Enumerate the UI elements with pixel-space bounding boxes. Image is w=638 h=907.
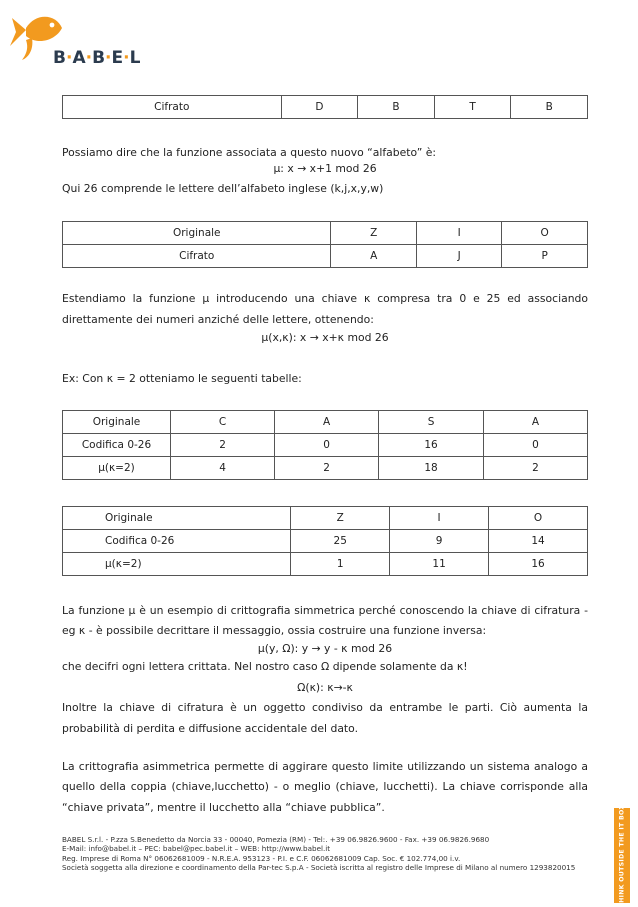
table-cell: I (417, 222, 502, 245)
table-cifrato (62, 95, 588, 119)
table-casa (62, 410, 588, 480)
table-cell: 0 (275, 434, 379, 457)
table-cell: 11 (390, 553, 489, 576)
formula: μ: x → x+1 mod 26 (273, 162, 377, 175)
table-cell: Codifica 0-26 (63, 434, 171, 457)
footer-contacts[interactable]: E-Mail: info@babel.it – PEC: babel@pec.babel.it – WEB: http://www.babel.it (62, 844, 331, 854)
table-cell: Originale (63, 507, 291, 530)
paragraph: Ex: Con κ = 2 otteniamo le seguenti tabelle: (62, 372, 302, 385)
paragraph: Estendiamo la funzione μ introducendo una chiave κ compresa tra 0 e 25 ed associando (62, 292, 588, 305)
table-cell: 2 (483, 457, 587, 480)
footer-company-note: Società soggetta alla direzione e coordinamento della Par-tec S.p.A - Società iscritta al registro delle Imprese di Milano al numero 1293820015 (62, 862, 576, 872)
paragraph: “chiave privata”, mentre il lucchetto alla “chiave pubblica”. (62, 801, 385, 814)
paragraph: Inoltre la chiave di cifratura è un oggetto condiviso da entrambe le parti. Ciò aumenta la (62, 701, 588, 714)
table-cell: Cifrato (63, 245, 331, 268)
table-cell: μ(κ=2) (63, 553, 291, 576)
table-cell: P (502, 245, 588, 268)
table-row (63, 222, 588, 245)
logo-wordmark: B·A·B·E·L (53, 48, 141, 68)
table-cell: D (281, 96, 358, 119)
formula: Ω(κ): κ→-κ (297, 681, 353, 694)
table-cell: 18 (379, 457, 484, 480)
formula: μ(y, Ω): y → y - κ mod 26 (257, 642, 393, 655)
table-cell: Z (291, 507, 390, 530)
table-cell: 14 (489, 530, 588, 553)
paragraph: Qui 26 comprende le lettere dell’alfabeto inglese (k,j,x,y,w) (62, 182, 384, 195)
table-cell: A (483, 411, 587, 434)
table-cell: B (511, 96, 588, 119)
table-cell: C (170, 411, 274, 434)
paragraph: che decifri ogni lettera crittata. Nel nostro caso Ω dipende solamente da κ! (62, 660, 468, 673)
table-cell: B (358, 96, 435, 119)
babel-logo[interactable] (6, 6, 206, 86)
table-cell: 25 (291, 530, 390, 553)
paragraph: direttamente dei numeri anziché delle lettere, ottenendo: (62, 313, 374, 326)
table-row (63, 507, 588, 530)
footer-registry: Reg. Imprese di Roma N° 06062681009 - N.R.E.A. 953123 - P.I. e C.F. 06062681009 Cap. Soc. € 102.774,00 i.v. (62, 853, 461, 863)
table-cell: Codifica 0-26 (63, 530, 291, 553)
table-cell: μ(κ=2) (63, 457, 171, 480)
paragraph: La crittografia asimmetrica permette di aggirare questo limite utilizzando un sistema analogo a (62, 760, 588, 773)
table-cell: 0 (483, 434, 587, 457)
table-row (63, 411, 588, 434)
table-cell: 9 (390, 530, 489, 553)
table-zio (62, 506, 588, 576)
side-tag (614, 804, 630, 907)
table-cell: 1 (291, 553, 390, 576)
table-cell: O (502, 222, 588, 245)
table-cell: 16 (489, 553, 588, 576)
table-cell: Originale (63, 222, 331, 245)
table-row (63, 96, 588, 119)
table-row (63, 553, 588, 576)
table-cell: 16 (379, 434, 484, 457)
paragraph: quello della coppia (chiave,lucchetto) - o meglio (chiave, lucchetti). La chiave corrisponde alla (62, 780, 588, 793)
table-cell: J (417, 245, 502, 268)
footer (62, 835, 575, 872)
table-cell: Cifrato (63, 96, 282, 119)
table-cell: Z (331, 222, 417, 245)
table-originale-cifrato (62, 221, 588, 268)
table-cell: O (489, 507, 588, 530)
side-tag-text: THINK OUTSIDE THE IT BOX (618, 804, 626, 907)
table-cell: A (275, 411, 379, 434)
formula: μ(x,κ): x → x+κ mod 26 (261, 331, 389, 344)
table-cell: A (331, 245, 417, 268)
table-row (63, 434, 588, 457)
table-cell: Originale (63, 411, 171, 434)
table-row (63, 245, 588, 268)
paragraph: eg κ - è possibile decrittare il messaggio, ossia costruire una funzione inversa: (62, 624, 487, 637)
paragraph: probabilità di perdita e diffusione accidentale del dato. (62, 722, 359, 735)
paragraph: La funzione μ è un esempio di crittografia simmetrica perché conoscendo la chiave di cifratura - (62, 604, 588, 617)
table-cell: T (434, 96, 511, 119)
table-cell: I (390, 507, 489, 530)
table-cell: 2 (170, 434, 274, 457)
table-cell: 2 (275, 457, 379, 480)
table-row (63, 530, 588, 553)
paragraph: Possiamo dire che la funzione associata a questo nuovo “alfabeto” è: (62, 146, 437, 159)
footer-address: BABEL S.r.l. - P.zza S.Benedetto da Norcia 33 - 00040, Pomezia (RM) - Tel:. +39 06.9826.9600 - Fax. +39 06.9826.9680 (62, 835, 490, 844)
table-cell: 4 (170, 457, 274, 480)
table-row (63, 457, 588, 480)
table-cell: S (379, 411, 484, 434)
